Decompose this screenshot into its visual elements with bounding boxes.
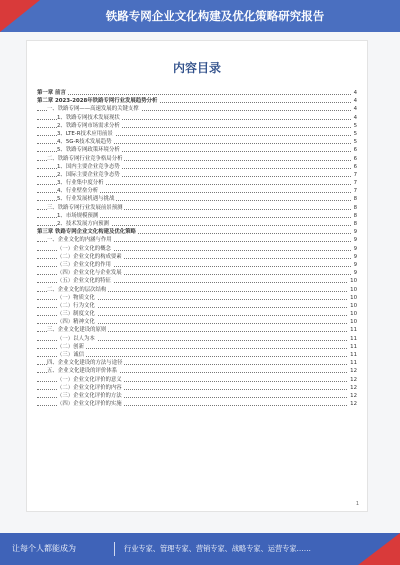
toc-entry[interactable] — [37, 359, 357, 367]
toc-entry[interactable] — [37, 228, 357, 236]
toc-entry-page: 9 — [353, 229, 357, 236]
toc-entry[interactable] — [37, 171, 357, 179]
toc-entry-title: （二）行为文化 — [57, 302, 95, 309]
toc-entry[interactable] — [37, 97, 357, 105]
toc-entry-page: 10 — [350, 319, 357, 326]
toc-entry-page: 11 — [350, 335, 357, 342]
toc-entry-title: 2、铁路专网市场需求分析 — [57, 122, 120, 129]
toc-entry-title: 四、企业文化建设的方法与途径 — [47, 360, 123, 367]
toc-entry-page: 11 — [350, 352, 357, 358]
toc-entry[interactable] — [37, 269, 357, 277]
footer-divider — [114, 542, 115, 556]
toc-entry[interactable] — [37, 294, 357, 302]
toc-entry[interactable] — [37, 400, 357, 408]
toc-entry-page: 5 — [353, 122, 357, 129]
toc-entry-page: 9 — [353, 270, 357, 277]
footer-banner — [0, 533, 400, 565]
toc-entry[interactable] — [37, 351, 357, 359]
toc-title: 内容目录 — [172, 61, 221, 75]
toc-entry-title: 第二章 2023-2028年铁路专网行业发展趋势分析 — [37, 98, 158, 105]
toc-entry-title: 三、企业文化建设的原则 — [47, 327, 107, 334]
toc-entry[interactable] — [37, 163, 357, 171]
toc-entry-title: 5、铁路专网政策环境分析 — [57, 147, 120, 154]
toc-entry-page: 7 — [353, 188, 357, 195]
toc-entry[interactable] — [37, 286, 357, 294]
toc-entry-page: 7 — [353, 180, 357, 187]
toc-entry-page: 10 — [350, 278, 357, 285]
footer-slogan: 让每个人都能成为 — [12, 544, 76, 553]
toc-entry-page: 11 — [350, 360, 357, 367]
toc-entry-page: 11 — [350, 343, 357, 350]
toc-entry-title: （四）企业文化评价的实施 — [57, 401, 122, 408]
toc-entry-title: （四）精神文化 — [57, 319, 95, 326]
toc-entry[interactable] — [37, 277, 357, 285]
toc-entry[interactable] — [37, 220, 357, 228]
toc-entry-title: 4、5G-R技术发展趋势 — [57, 139, 112, 146]
toc-entry-title: （一）物质文化 — [57, 294, 95, 301]
toc-entry-page: 5 — [353, 139, 357, 146]
toc-entry-page: 4 — [353, 98, 357, 105]
toc-entry-title: （二）企业文化的构成要素 — [57, 253, 122, 260]
toc-entry-page: 6 — [353, 163, 357, 170]
toc-entry-page: 8 — [353, 204, 357, 211]
toc-entry[interactable] — [37, 384, 357, 392]
toc-entry-page: 12 — [350, 368, 357, 375]
toc-entry-page: 8 — [353, 196, 357, 203]
toc-entry-title: （一）企业文化评价的意义 — [57, 376, 122, 383]
toc-entry-page: 6 — [353, 155, 357, 162]
toc-entry-page: 12 — [350, 401, 357, 408]
toc-entry-title: 五、企业文化建设的评价体系 — [47, 368, 118, 375]
toc-entry[interactable] — [37, 253, 357, 261]
toc-entry-title: 第三章 铁路专网企业文化构建及优化策略 — [37, 229, 136, 236]
toc-entry-page: 11 — [350, 327, 357, 334]
toc-entry-title: 第一章 前言 — [37, 90, 66, 96]
toc-entry[interactable] — [37, 376, 357, 384]
toc-entry[interactable] — [37, 261, 357, 269]
toc-entry-title: （一）以人为本 — [57, 335, 95, 342]
toc-entry-page: 5 — [353, 130, 357, 137]
toc-list — [37, 89, 357, 408]
toc-entry-page: 4 — [353, 90, 357, 96]
toc-entry-page: 8 — [353, 221, 357, 227]
toc-entry-title: 1、市场规模预测 — [57, 212, 99, 219]
toc-entry[interactable] — [37, 392, 357, 400]
toc-entry[interactable] — [37, 138, 357, 146]
toc-entry-title: （三）诚信 — [57, 352, 84, 358]
toc-page — [26, 40, 368, 512]
toc-entry-page: 4 — [353, 114, 357, 121]
header-banner — [0, 0, 400, 32]
toc-entry[interactable] — [37, 302, 357, 310]
toc-entry[interactable] — [37, 367, 357, 375]
toc-entry-title: （五）企业文化的特征 — [57, 278, 111, 285]
toc-entry-page: 9 — [353, 253, 357, 260]
toc-entry-title: 3、行业集中度分析 — [57, 180, 104, 187]
toc-entry[interactable] — [37, 89, 357, 97]
header-accent — [0, 0, 40, 32]
toc-entry-title: 三、铁路专网行业发展前景预测 — [47, 204, 123, 211]
report-title: 铁路专网企业文化构建及优化策略研究报告 — [105, 9, 325, 23]
page-number: 1 — [355, 501, 359, 507]
toc-entry-page: 7 — [353, 171, 357, 178]
toc-entry-title: 一、铁路专网——高速发展的关键支撑 — [47, 106, 139, 113]
toc-entry-title: （二）企业文化评价的内容 — [57, 384, 122, 391]
toc-entry[interactable] — [37, 105, 357, 113]
toc-entry[interactable] — [37, 130, 357, 138]
footer-tagline: 行业专家、管理专家、营销专家、战略专家、运营专家…… — [124, 544, 311, 553]
toc-entry-title: 2、国际主要企业竞争态势 — [57, 171, 120, 178]
toc-entry-page: 10 — [350, 286, 357, 293]
toc-entry[interactable] — [37, 204, 357, 212]
toc-entry[interactable] — [37, 245, 357, 253]
toc-entry[interactable] — [37, 212, 357, 220]
toc-entry-page: 8 — [353, 212, 357, 219]
toc-entry-page: 12 — [350, 392, 357, 399]
toc-entry-title: （三）企业文化评价的方法 — [57, 392, 122, 399]
toc-entry[interactable] — [37, 187, 357, 195]
toc-entry[interactable] — [37, 114, 357, 122]
toc-entry-title: 1、国内主要企业竞争态势 — [57, 163, 120, 170]
toc-entry-title: （三）制度文化 — [57, 311, 95, 318]
toc-entry[interactable] — [37, 146, 357, 154]
toc-entry-page: 10 — [350, 302, 357, 309]
toc-entry-page: 9 — [353, 245, 357, 252]
toc-entry[interactable] — [37, 236, 357, 244]
toc-entry-page: 10 — [350, 294, 357, 301]
toc-entry-title: 一、企业文化的内涵与作用 — [47, 237, 112, 244]
toc-entry-title: 二、企业文化的层次结构 — [47, 286, 107, 293]
toc-entry[interactable] — [37, 179, 357, 187]
toc-entry-title: 5、行业发展机遇与挑战 — [57, 196, 115, 203]
toc-entry[interactable] — [37, 318, 357, 326]
toc-entry-page: 12 — [350, 376, 357, 383]
toc-entry-page: 4 — [353, 106, 357, 113]
toc-entry-title: 二、铁路专网行业竞争格局分析 — [47, 155, 123, 162]
footer-accent — [358, 533, 400, 565]
toc-entry-page: 9 — [353, 261, 357, 268]
toc-entry-title: （四）企业文化与企业发展 — [57, 270, 122, 277]
toc-entry-page: 12 — [350, 384, 357, 391]
toc-entry-title: 1、铁路专网技术发展现状 — [57, 114, 120, 121]
toc-entry-page: 6 — [353, 147, 357, 154]
toc-entry-title: （二）创新 — [57, 343, 84, 350]
toc-entry-title: （三）企业文化的作用 — [57, 261, 111, 268]
toc-entry-title: （一）企业文化的概念 — [57, 245, 111, 252]
toc-entry-page: 9 — [353, 237, 357, 244]
toc-entry[interactable] — [37, 343, 357, 351]
toc-entry[interactable] — [37, 122, 357, 130]
toc-entry[interactable] — [37, 195, 357, 203]
toc-entry-page: 10 — [350, 311, 357, 318]
toc-entry-title: 2、技术发展方向预测 — [57, 221, 109, 227]
toc-entry[interactable] — [37, 310, 357, 318]
toc-entry-title: 3、LTE-R技术应用前景 — [57, 130, 113, 137]
toc-leader-dots — [37, 94, 357, 95]
toc-entry[interactable] — [37, 335, 357, 343]
toc-entry-title: 4、行业壁垒分析 — [57, 188, 99, 195]
toc-entry[interactable] — [37, 155, 357, 163]
toc-entry[interactable] — [37, 326, 357, 334]
